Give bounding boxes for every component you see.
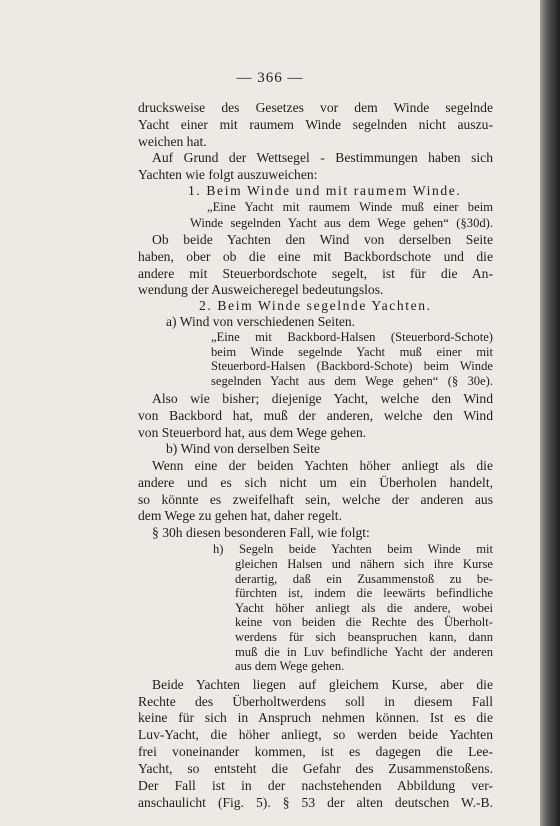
book-spine-shadow	[540, 0, 560, 826]
text-line: werdens für sich beanspruchen kann, dann	[235, 630, 493, 644]
text-line: muß die in Luv befindliche Yacht der anderen	[235, 645, 493, 659]
text-line: von Steuerbord hat, aus dem Wege gehen.	[138, 425, 367, 440]
text-line: Rechte des Überholtwerdens soll in diesem Fall	[138, 694, 493, 709]
text-line: Wenn eine der beiden Yachten höher anliegt als die	[152, 458, 493, 473]
text-line: § 30h diesen besonderen Fall, wie folgt:	[152, 525, 370, 540]
text-line: andere und es sich nicht um ein Überholen handelt,	[138, 475, 493, 490]
text-line: beim Winde segelnde Yacht muß einer mit	[211, 345, 493, 359]
text-line: 2. Beim Winde segelnde Yachten.	[199, 298, 432, 313]
page-number: — 366 —	[236, 70, 304, 86]
text-line: derartig, daß ein Zusammenstoß zu be-	[235, 572, 493, 586]
text-line: Yachten wie folgt auszuweichen:	[138, 167, 318, 182]
text-line: so könnte es zweifelhaft sein, welche der anderen aus	[138, 492, 493, 507]
text-line: frei voneinander kommen, ist es dagegen die Lee-	[138, 744, 493, 759]
text-line: „Eine Yacht mit raumem Winde muß einer beim	[207, 200, 493, 214]
text-line: Der Fall ist in der nachstehenden Abbildung ver-	[138, 778, 493, 793]
text-line: Winde segelnden Yacht aus dem Wege gehen“ (§30d).	[190, 216, 493, 230]
text-line: Luv-Yacht, die höher anliegt, so werden beide Yachten	[138, 727, 493, 742]
text-line: Steuerbord-Halsen (Backbord-Schote) beim Winde	[211, 359, 493, 373]
text-line: keine von beiden die Rechte des Überholt-	[235, 615, 493, 629]
text-line: b) Wind von derselben Seite	[166, 441, 320, 456]
text-line: a) Wind von verschiedenen Seiten.	[166, 314, 356, 329]
text-line: gleichen Halsen und nähern sich ihre Kurse	[235, 557, 493, 571]
text-line: aus dem Wege gehen.	[235, 659, 345, 673]
text-line: Auf Grund der Wettsegel - Bestimmungen haben sich	[152, 150, 493, 165]
text-line: anschaulicht (Fig. 5). § 53 der alten deutschen W.-B.	[138, 795, 493, 810]
text-line: Yacht höher anliegt als die andere, wobei	[235, 601, 493, 615]
text-line: fürchten ist, indem die leewärts befindliche	[235, 586, 493, 600]
text-line: 1. Beim Winde und mit raumem Winde.	[188, 183, 462, 198]
text-line: von Backbord hat, muß der anderen, welche den Wind	[138, 408, 493, 423]
text-line: Also wie bisher; diejenige Yacht, welche den Wind	[152, 391, 493, 406]
text-line: „Eine mit Backbord-Halsen (Steuerbord-Schote)	[211, 330, 493, 344]
text-line: Beide Yachten liegen auf gleichem Kurse, aber die	[152, 677, 493, 692]
text-line: Ob beide Yachten den Wind von derselben Seite	[152, 232, 493, 247]
text-line: weichen hat.	[138, 134, 207, 149]
text-line: h) Segeln beide Yachten beim Winde mit	[213, 542, 493, 556]
text-line: haben, ober ob die eine mit Backbordschote und die	[138, 249, 493, 264]
text-line: andere mit Steuerbordschote segelt, ist für die An-	[138, 266, 493, 281]
text-line: segelnden Yacht aus dem Wege gehen“ (§ 30e).	[211, 374, 493, 388]
text-line: Yacht, so entsteht die Gefahr des Zusammenstoßens.	[138, 761, 493, 776]
text-line: keine für sich in Anspruch nehmen können. Ist es die	[138, 710, 493, 725]
text-line: wendung der Ausweicheregel bedeutungslos.	[138, 282, 384, 297]
text-line: dem Wege zu gehen hat, daher regelt.	[138, 508, 342, 523]
text-line: Yacht einer mit raumem Winde segelnden nicht auszu-	[138, 117, 493, 132]
text-line: drucksweise des Gesetzes vor dem Winde segelnde	[138, 100, 493, 115]
